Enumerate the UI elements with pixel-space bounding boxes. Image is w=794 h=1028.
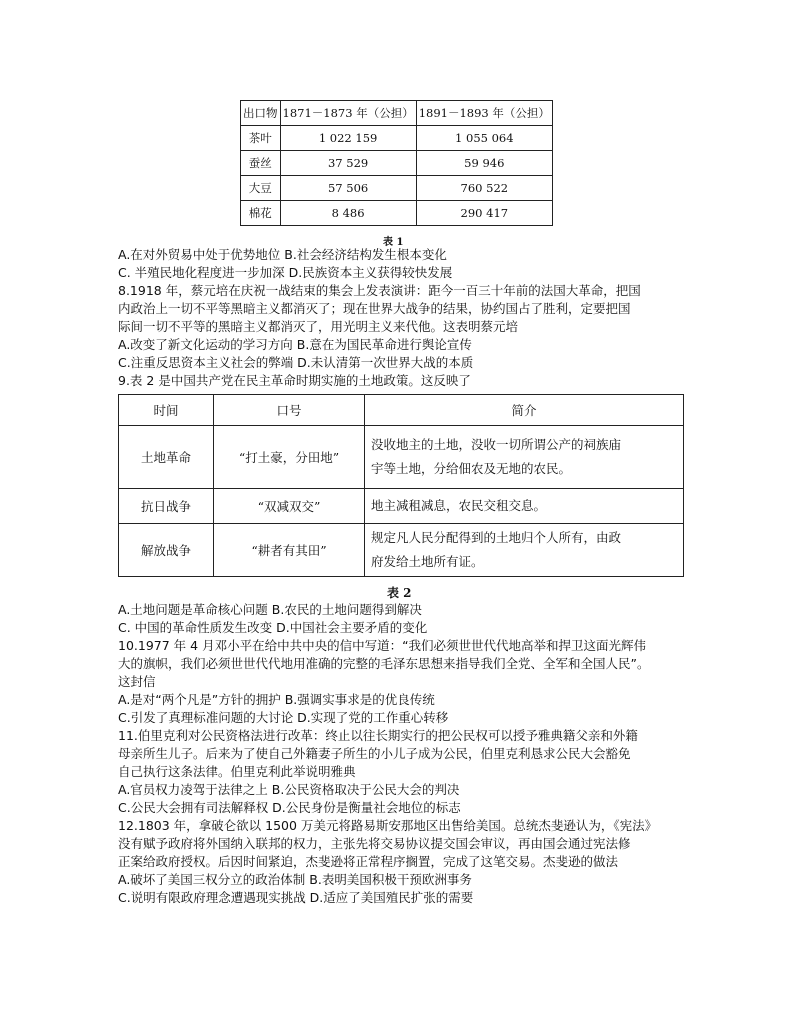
table-cell-slogan: “双减双交” <box>214 489 365 524</box>
table-row <box>241 126 553 151</box>
question-stem-line: 正案给政府授权。后因时间紧迫，杰斐逊将正常程序搁置，完成了这笔交易。杰斐逊的做法 <box>118 854 619 869</box>
land-policy-table <box>118 394 684 577</box>
table-row <box>119 524 684 577</box>
table-cell-period: 土地革命 <box>119 426 214 489</box>
table-cell: 棉花 <box>241 201 281 226</box>
table-cell-period: 解放战争 <box>119 524 214 577</box>
table-header-cell: 简介 <box>365 395 684 426</box>
table-header-row <box>119 395 684 426</box>
table-header-row <box>241 101 553 126</box>
question-stem-line: 母亲所生儿子。后来为了使自己外籍妻子所生的小儿子成为公民，伯里克利恳求公民大会豁免 <box>118 746 631 761</box>
table-cell: 茶叶 <box>241 126 281 151</box>
table-header-cell: 1891－1893 年（公担） <box>416 101 552 126</box>
table-header-cell: 时间 <box>119 395 214 426</box>
question-option-line: A.是对“两个凡是”方针的拥护 B.强调实事求是的优良传统 <box>118 692 435 707</box>
question-option-line: A.土地问题是革命核心问题 B.农民的土地问题得到解决 <box>118 602 422 617</box>
table-cell: 大豆 <box>241 176 281 201</box>
table-cell: 1 055 064 <box>416 126 552 151</box>
table-row <box>119 426 684 489</box>
table-cell: 57 506 <box>280 176 416 201</box>
table-row <box>241 201 553 226</box>
table-cell-slogan: “耕者有其田” <box>214 524 365 577</box>
question-option-line: C.引发了真理标准问题的大讨论 D.实现了党的工作重心转移 <box>118 710 449 725</box>
table-row <box>241 176 553 201</box>
table-cell-description <box>365 489 684 524</box>
question-stem-line: 8.1918 年，蔡元培在庆祝一战结束的集会上发表演讲：距今一百三十年前的法国大革命，把国 <box>118 283 641 298</box>
question-stem-line: 际间一切不平等的黑暗主义都消灭了，用光明主义来代他。这表明蔡元培 <box>118 319 519 334</box>
table-caption: 表 2 <box>387 586 412 600</box>
table-header-cell: 1871－1873 年（公担） <box>280 101 416 126</box>
question-stem-line: 没有赋予政府将外国纳入联邦的权力，主张先将交易协议提交国会审议，再由国会通过宪法修 <box>118 836 631 851</box>
description-line: 地主减租减息，农民交租交息。 <box>371 498 547 513</box>
question-option-line: C. 半殖民地化程度进一步加深 D.民族资本主义获得较快发展 <box>118 265 453 280</box>
description-line: 没收地主的土地，没收一切所谓公产的祠族庙 <box>371 437 622 452</box>
question-option-line: A.改变了新文化运动的学习方向 B.意在为国民革命进行舆论宣传 <box>118 337 472 352</box>
table-cell: 1 022 159 <box>280 126 416 151</box>
table-cell-slogan: “打土豪，分田地” <box>214 426 365 489</box>
table-header-cell: 出口物 <box>241 101 281 126</box>
question-stem-line: 自己执行这条法律。伯里克利此举说明雅典 <box>118 764 356 779</box>
table-cell-period: 抗日战争 <box>119 489 214 524</box>
table-cell-description <box>365 524 684 577</box>
table-cell: 59 946 <box>416 151 552 176</box>
question-stem-line: 12.1803 年，拿破仑欲以 1500 万美元将路易斯安那地区出售给美国。总统杰斐逊认为，《宪法》 <box>118 818 658 833</box>
export-table <box>240 100 553 226</box>
question-stem-line: 这封信 <box>118 674 156 689</box>
question-stem-line: 10.1977 年 4 月邓小平在给中共中央的信中写道：“我们必须世世代代地高举和捍卫这面光辉伟 <box>118 638 647 653</box>
question-stem-line: 大的旗帜，我们必须世世代代地用准确的完整的毛泽东思想来指导我们全党、全军和全国人民”。 <box>118 656 650 671</box>
description-line: 府发给土地所有证。 <box>371 554 484 569</box>
question-stem-line: 内政治上一切不平等黑暗主义都消灭了；现在世界大战争的结果，协约国占了胜利，定要把国 <box>118 301 631 316</box>
table-row <box>241 151 553 176</box>
question-option-line: C.公民大会拥有司法解释权 D.公民身份是衡量社会地位的标志 <box>118 800 461 815</box>
description-line: 规定凡人民分配得到的土地归个人所有，由政 <box>371 530 622 545</box>
question-stem-line: 11.伯里克利对公民资格法进行改革：终止以往长期实行的把公民权可以授予雅典籍父亲和外籍 <box>118 728 638 743</box>
question-option-line: A.在对外贸易中处于优势地位 B.社会经济结构发生根本变化 <box>118 247 447 262</box>
description-line: 宇等土地，分给佃农及无地的农民。 <box>371 461 572 476</box>
table-cell: 290 417 <box>416 201 552 226</box>
table-cell: 8 486 <box>280 201 416 226</box>
question-option-line: C.注重反思资本主义社会的弊端 D.未认清第一次世界大战的本质 <box>118 355 474 370</box>
table-row <box>119 489 684 524</box>
question-option-line: C.说明有限政府理念遭遇现实挑战 D.适应了美国殖民扩张的需要 <box>118 890 474 905</box>
table-cell: 760 522 <box>416 176 552 201</box>
table-cell-description <box>365 426 684 489</box>
question-option-line: A.破坏了美国三权分立的政治体制 B.表明美国积极干预欧洲事务 <box>118 872 472 887</box>
table-caption: 表 1 <box>383 237 404 248</box>
table-cell: 蚕丝 <box>241 151 281 176</box>
question-option-line: A.官员权力凌驾于法律之上 B.公民资格取决于公民大会的判决 <box>118 782 460 797</box>
question-option-line: C. 中国的革命性质发生改变 D.中国社会主要矛盾的变化 <box>118 620 428 635</box>
table-header-cell: 口号 <box>214 395 365 426</box>
table-cell: 37 529 <box>280 151 416 176</box>
question-stem-line: 9.表 2 是中国共产党在民主革命时期实施的土地政策。这反映了 <box>118 373 471 388</box>
